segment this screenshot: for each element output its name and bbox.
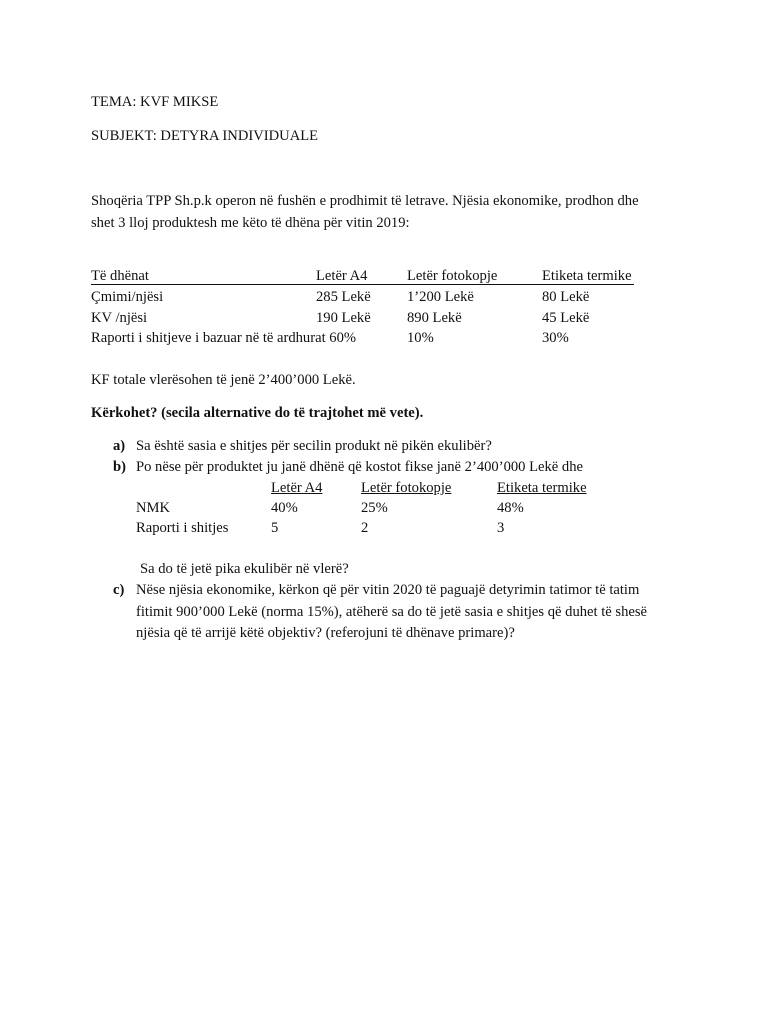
table-cell: 5 — [271, 520, 279, 536]
question-c-line-1: Nëse njësia ekonomike, kërkon që për vitin 2020 të paguajë detyrimin tatimor të tatim — [136, 582, 640, 598]
table-header-cell: Letër fotokopje — [361, 480, 452, 496]
question-marker-a: a) — [113, 438, 126, 454]
intro-line-1: Shoqëria TPP Sh.p.k operon në fushën e prodhimit të letrave. Njësia ekonomike, prodhon dhe — [91, 193, 639, 209]
table-cell: 2 — [361, 520, 369, 536]
table-header-cell: Etiketa termike — [497, 480, 587, 496]
question-marker-c: c) — [113, 582, 125, 598]
table-cell: 80 Lekë — [542, 289, 590, 305]
table-cell: 190 Lekë — [316, 310, 371, 326]
subject-title: SUBJEKT: DETYRA INDIVIDUALE — [91, 128, 319, 144]
table-cell: 10% — [407, 330, 434, 346]
table-header-cell: Letër fotokopje — [407, 268, 498, 284]
table-cell: Raporti i shitjeve i bazuar në të ardhurat 60% — [91, 330, 357, 346]
table-cell: 45 Lekë — [542, 310, 590, 326]
table-cell: Çmimi/njësi — [91, 289, 164, 305]
question-c-line-2: fitimit 900’000 Lekë (norma 15%), atëherë sa do të jetë sasia e shitjes që duhet të shesë — [136, 604, 648, 620]
table-header-cell: Letër A4 — [271, 480, 323, 496]
table-cell: 1’200 Lekë — [407, 289, 474, 305]
requirements-heading: Kërkohet? (secila alternative do të trajtohet më vete). — [91, 405, 424, 421]
table-cell: 30% — [542, 330, 569, 346]
table-cell: 285 Lekë — [316, 289, 371, 305]
question-a-text: Sa është sasia e shitjes për secilin produkt në pikën ekulibër? — [136, 438, 492, 454]
table-cell: NMK — [136, 500, 171, 516]
table-cell: KV /njësi — [91, 310, 148, 326]
table-header-rule — [91, 284, 634, 285]
question-b-text: Po nëse për produktet ju janë dhënë që kostot fikse janë 2’400’000 Lekë dhe — [136, 459, 584, 475]
table-cell: 890 Lekë — [407, 310, 462, 326]
intro-line-2: shet 3 lloj produktesh me këto të dhëna për vitin 2019: — [91, 215, 410, 231]
table-header-cell: Të dhënat — [91, 268, 149, 284]
table-cell: 48% — [497, 500, 524, 516]
question-b-followup: Sa do të jetë pika ekulibër në vlerë? — [140, 561, 349, 577]
table-cell: Raporti i shitjes — [136, 520, 229, 536]
fixed-costs-text: KF totale vlerësohen të jenë 2’400’000 Lekë. — [91, 372, 356, 388]
table-cell: 3 — [497, 520, 505, 536]
question-c-line-3: njësia që të arrijë këtë objektiv? (referojuni të dhënave primare)? — [136, 625, 515, 641]
topic-title: TEMA: KVF MIKSE — [91, 94, 219, 110]
table-cell: 25% — [361, 500, 388, 516]
table-cell: 40% — [271, 500, 298, 516]
table-header-cell: Letër A4 — [316, 268, 368, 284]
question-marker-b: b) — [113, 459, 126, 475]
table-header-cell: Etiketa termike — [542, 268, 632, 284]
